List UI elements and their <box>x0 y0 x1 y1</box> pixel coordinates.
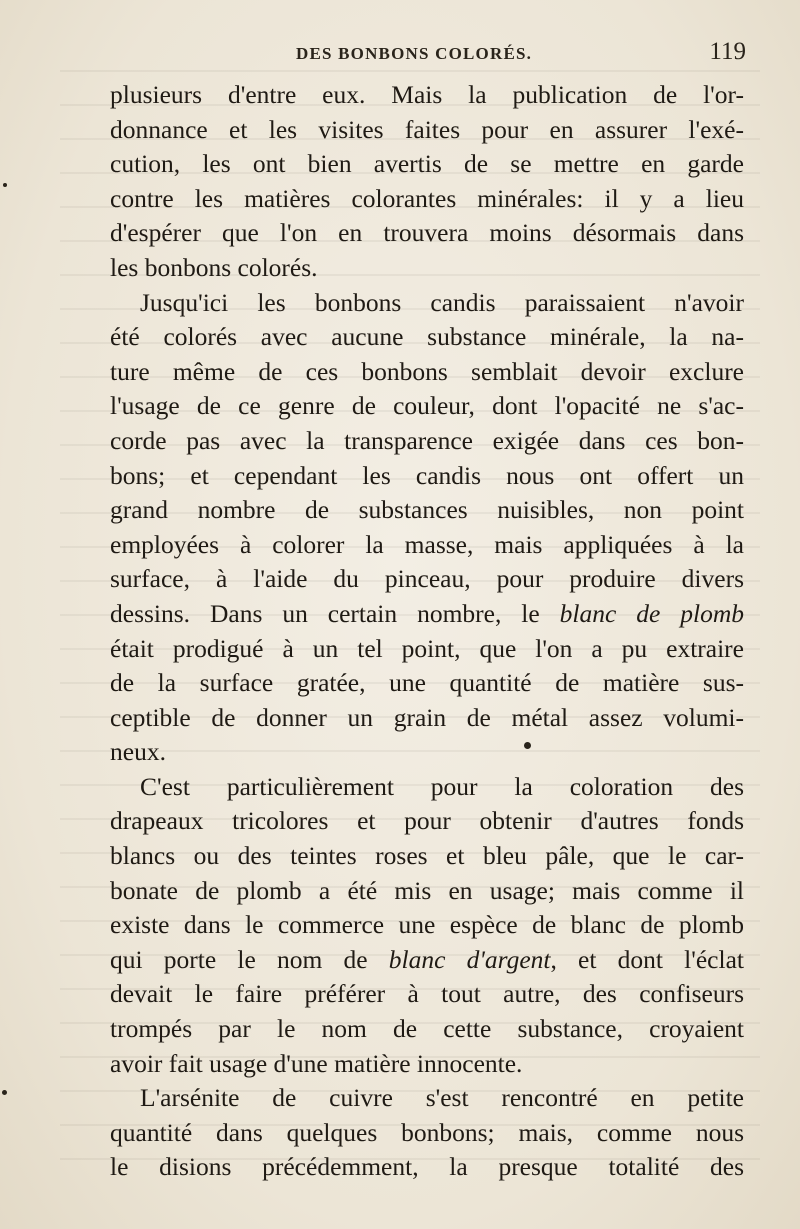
line-segment: , et dont l'éclat <box>550 944 744 974</box>
line-segment: qui porte le nom de <box>110 944 389 974</box>
text-line: L'arsénite de cuivre s'est rencontré en petite <box>140 1083 744 1113</box>
line-segment: dessins. Dans un certain nombre, le <box>110 598 560 628</box>
text-line: ture même de ces bonbons semblait devoir exclure <box>110 356 744 386</box>
text-line: les bonbons colorés. <box>110 252 318 282</box>
text-line: avoir fait usage d'une matière innocente. <box>110 1048 523 1078</box>
ink-speck <box>2 1090 7 1095</box>
text-line: quantité dans quelques bonbons; mais, comme nous <box>110 1117 744 1147</box>
text-line: surface, à l'aide du pinceau, pour produire divers <box>110 564 744 594</box>
text-line: l'usage de ce genre de couleur, dont l'opacité ne s'ac- <box>110 391 744 421</box>
text-line: ceptible de donner un grain de métal assez volumi- <box>110 702 744 732</box>
body-text <box>110 78 744 1185</box>
text-line: employées à colorer la masse, mais appliquées à la <box>110 529 744 559</box>
text-line: plusieurs d'entre eux. Mais la publication de l'or- <box>110 80 744 109</box>
text-line <box>110 943 744 978</box>
text-line: été colorés avec aucune substance minérale, la na- <box>110 322 744 352</box>
text-line: grand nombre de substances nuisibles, non point <box>110 495 744 525</box>
text-line: donnance et les visites faites pour en assurer l'exé- <box>110 114 744 144</box>
text-line: bonate de plomb a été mis en usage; mais comme il <box>110 875 744 905</box>
text-line: Jusqu'ici les bonbons candis paraissaient n'avoir <box>140 287 744 317</box>
text-line: cution, les ont bien avertis de se mettre en garde <box>110 149 744 179</box>
italic-term: blanc de plomb <box>559 598 744 628</box>
text-line: blancs ou des teintes roses et bleu pâle, que le car- <box>110 841 744 871</box>
ink-speck <box>524 742 531 749</box>
text-line <box>110 597 744 632</box>
text-line: le disions précédemment, la presque totalité des <box>110 1152 744 1182</box>
text-line: corde pas avec la transparence exigée dans ces bon- <box>110 425 744 455</box>
page-number: 119 <box>709 38 746 65</box>
text-line: trompés par le nom de cette substance, croyaient <box>110 1014 744 1044</box>
text-line: d'espérer que l'on en trouvera moins désormais dans <box>110 218 744 248</box>
text-line: drapeaux tricolores et pour obtenir d'autres fonds <box>110 806 744 836</box>
text-line: C'est particulièrement pour la coloration des <box>140 771 744 801</box>
running-head: DES BONBONS COLORÉS. <box>296 44 533 63</box>
text-line: neux. <box>110 737 166 767</box>
text-line: existe dans le commerce une espèce de blanc de plomb <box>110 910 744 940</box>
text-line: était prodigué à un tel point, que l'on a pu extraire <box>110 633 744 663</box>
ink-speck <box>3 183 7 187</box>
page-header <box>110 38 750 70</box>
italic-term: blanc d'argent <box>388 944 551 974</box>
text-line: de la surface gratée, une quantité de matière sus- <box>110 668 744 698</box>
text-line: contre les matières colorantes minérales: il y a lieu <box>110 183 744 213</box>
text-line: devait le faire préférer à tout autre, des confiseurs <box>110 979 744 1009</box>
text-line: bons; et cependant les candis nous ont offert un <box>110 460 744 490</box>
